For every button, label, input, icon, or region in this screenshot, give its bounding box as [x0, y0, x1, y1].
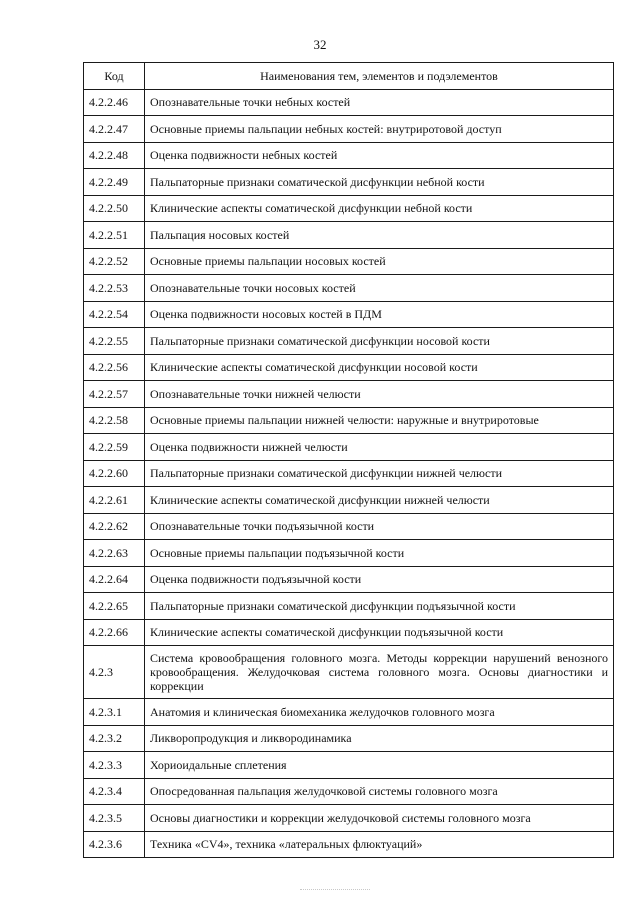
row-code: 4.2.3.5 [84, 805, 145, 832]
row-name: Оценка подвижности носовых костей в ПДМ [145, 301, 614, 328]
table-row [84, 831, 614, 858]
row-code: 4.2.2.49 [84, 169, 145, 196]
row-name: Опознавательные точки подъязычной кости [145, 513, 614, 540]
row-code: 4.2.3.2 [84, 725, 145, 752]
table-row [84, 752, 614, 779]
table-row [84, 142, 614, 169]
row-name: Пальпаторные признаки соматической дисфункции небной кости [145, 169, 614, 196]
row-name: Клинические аспекты соматической дисфункции носовой кости [145, 354, 614, 381]
row-code: 4.2.2.58 [84, 407, 145, 434]
table-row [84, 487, 614, 514]
row-name: Пальпаторные признаки соматической дисфункции носовой кости [145, 328, 614, 355]
row-code: 4.2.2.57 [84, 381, 145, 408]
row-name: Ликворопродукция и ликвородинамика [145, 725, 614, 752]
table-row [84, 566, 614, 593]
table-row [84, 381, 614, 408]
table-row [84, 619, 614, 646]
row-name: Клинические аспекты соматической дисфункции небной кости [145, 195, 614, 222]
row-name: Пальпация носовых костей [145, 222, 614, 249]
row-code: 4.2.2.54 [84, 301, 145, 328]
table-row [84, 593, 614, 620]
column-header-code: Код [84, 63, 145, 90]
row-name: Опознавательные точки нижней челюсти [145, 381, 614, 408]
row-code: 4.2.2.59 [84, 434, 145, 461]
table-row [84, 116, 614, 143]
row-name: Клинические аспекты соматической дисфункции нижней челюсти [145, 487, 614, 514]
table-row [84, 248, 614, 275]
row-code: 4.2.2.46 [84, 89, 145, 116]
row-name: Техника «CV4», техника «латеральных флюктуаций» [145, 831, 614, 858]
table-row [84, 699, 614, 726]
row-code: 4.2.2.64 [84, 566, 145, 593]
row-name: Опознавательные точки небных костей [145, 89, 614, 116]
row-code: 4.2.2.62 [84, 513, 145, 540]
row-name: Опосредованная пальпация желудочковой системы головного мозга [145, 778, 614, 805]
row-name: Пальпаторные признаки соматической дисфункции нижней челюсти [145, 460, 614, 487]
table-row [84, 301, 614, 328]
row-code: 4.2.2.50 [84, 195, 145, 222]
row-code: 4.2.2.65 [84, 593, 145, 620]
table-row [84, 222, 614, 249]
table-row [84, 275, 614, 302]
row-name: Основные приемы пальпации носовых костей [145, 248, 614, 275]
row-code: 4.2.2.48 [84, 142, 145, 169]
table-row [84, 778, 614, 805]
row-code: 4.2.2.63 [84, 540, 145, 567]
row-name: Основные приемы пальпации небных костей: внутриротовой доступ [145, 116, 614, 143]
table-header-row [84, 63, 614, 90]
table-row [84, 169, 614, 196]
row-code: 4.2.2.66 [84, 619, 145, 646]
row-name: Оценка подвижности нижней челюсти [145, 434, 614, 461]
row-name: Клинические аспекты соматической дисфункции подъязычной кости [145, 619, 614, 646]
table-row [84, 646, 614, 699]
row-name: Основные приемы пальпации подъязычной кости [145, 540, 614, 567]
row-name: Хориоидальные сплетения [145, 752, 614, 779]
row-name: Система кровообращения головного мозга. Методы коррекции нарушений венозного кровообращения. Желудочковая система головного мозга. Основы диагностики и коррекции [145, 646, 614, 699]
row-code: 4.2.2.53 [84, 275, 145, 302]
row-code: 4.2.2.51 [84, 222, 145, 249]
table-row [84, 354, 614, 381]
row-code: 4.2.2.52 [84, 248, 145, 275]
row-name: Анатомия и клиническая биомеханика желудочков головного мозга [145, 699, 614, 726]
table-row [84, 725, 614, 752]
row-name: Пальпаторные признаки соматической дисфункции подъязычной кости [145, 593, 614, 620]
table-row [84, 434, 614, 461]
row-code: 4.2.2.55 [84, 328, 145, 355]
row-code: 4.2.3.4 [84, 778, 145, 805]
row-code: 4.2.2.60 [84, 460, 145, 487]
row-code: 4.2.2.61 [84, 487, 145, 514]
row-code: 4.2.3 [84, 646, 145, 699]
table-row [84, 328, 614, 355]
row-code: 4.2.2.56 [84, 354, 145, 381]
page-number: 32 [313, 37, 327, 52]
scan-artifact-divider [300, 889, 370, 890]
table-row [84, 407, 614, 434]
row-code: 4.2.2.47 [84, 116, 145, 143]
table-row [84, 805, 614, 832]
row-name: Оценка подвижности небных костей [145, 142, 614, 169]
row-name: Оценка подвижности подъязычной кости [145, 566, 614, 593]
column-header-name: Наименования тем, элементов и подэлементов [145, 63, 614, 90]
table-row [84, 540, 614, 567]
row-name: Основные приемы пальпации нижней челюсти: наружные и внутриротовые [145, 407, 614, 434]
table-row [84, 195, 614, 222]
row-code: 4.2.3.1 [84, 699, 145, 726]
table-row [84, 513, 614, 540]
topics-table [83, 62, 614, 858]
row-code: 4.2.3.3 [84, 752, 145, 779]
row-name: Основы диагностики и коррекции желудочковой системы головного мозга [145, 805, 614, 832]
table-row [84, 460, 614, 487]
table-row [84, 89, 614, 116]
row-code: 4.2.3.6 [84, 831, 145, 858]
row-name: Опознавательные точки носовых костей [145, 275, 614, 302]
